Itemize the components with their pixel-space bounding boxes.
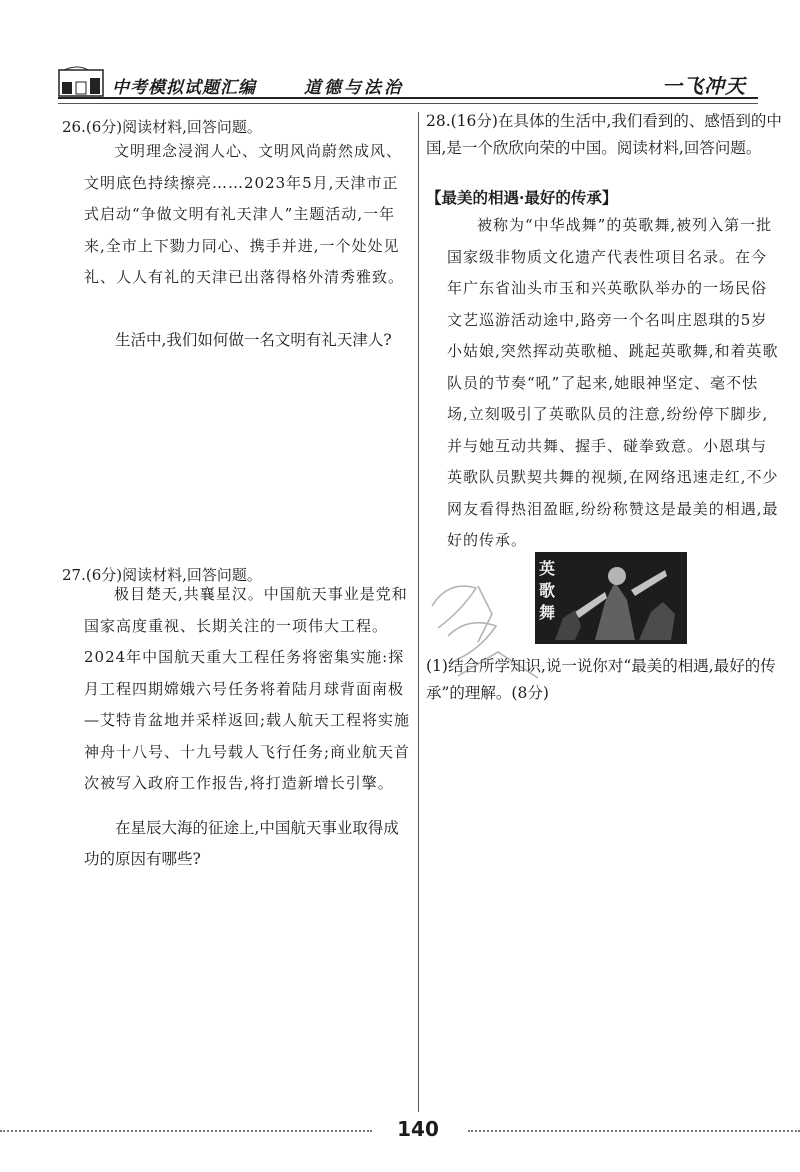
footer-rule-left — [0, 1130, 372, 1132]
header-brand: 一飞冲天 — [662, 74, 746, 98]
q26-material — [84, 136, 411, 294]
q26-question — [84, 325, 411, 356]
q27-question-text: 在星辰大海的征途上,中国航天事业取得成功的原因有哪些? — [84, 819, 399, 868]
q27-material-text: 极目楚天,共襄星汉。中国航天事业是党和国家高度重视、长期关注的一项伟大工程。2024年中国航天重大工程任务将密集实施:探月工程四期嫦娥六号任务将着陆月球背面南极—艾特肯盆地并采样返回;载人航天工程将实施神舟十八号、十九号载人飞行任务;商业航天首次被写入政府工作报告,将打造新增长引擎。 — [84, 585, 411, 792]
header-rule — [58, 97, 758, 104]
q26-heading: 26.(6分)阅读材料,回答问题。 — [62, 118, 262, 136]
book-logo-icon — [58, 66, 104, 98]
header-series-title: 中考模拟试题汇编 — [112, 78, 256, 98]
q28-section-title: 【最美的相遇·最好的传承】 — [426, 188, 618, 207]
photo-caption: 英歌舞 — [539, 559, 556, 622]
q27-heading: 27.(6分)阅读材料,回答问题。 — [62, 566, 262, 584]
q28-material — [447, 210, 779, 557]
q28-subquestion-1: (1)结合所学知识,说一说你对“最美的相遇,最好的传承”的理解。(8分) — [426, 657, 776, 702]
q28-heading: 28.(16分)在具体的生活中,我们看到的、感悟到的中国,是一个欣欣向荣的中国。阅读材料,回答问题。 — [426, 112, 782, 157]
footer-rule-right — [468, 1130, 800, 1132]
q27-question — [84, 813, 411, 875]
header-subject: 道德与法治 — [304, 78, 404, 98]
watermark-stamp — [418, 566, 558, 716]
q26-question-text: 生活中,我们如何做一名文明有礼天津人? — [115, 331, 392, 349]
q28-material-text: 被称为“中华战舞”的英歌舞,被列入第一批国家级非物质文化遗产代表性项目名录。在今年广东省汕头市玉和兴英歌队举办的一场民俗文艺巡游活动途中,路旁一个名叫庄恩琪的5岁小姑娘,突然挥动英歌槌、跳起英歌舞,和着英歌队员的节奏“吼”了起来,她眼神坚定、毫不怯场,立刻吸引了英歌队员的注意,纷纷停下脚步,并与她互动共舞、握手、碰拳致意。小恩琪与英歌队员默契共舞的视频,在网络迅速走红,不少网友看得热泪盈眶,纷纷称赞这是最美的相遇,最好的传承。 — [447, 216, 779, 549]
page-number: 140 — [397, 1117, 439, 1141]
q26-material-text: 文明理念浸润人心、文明风尚蔚然成风、文明底色持续擦亮……2023年5月,天津市正式启动“争做文明有礼天津人”主题活动,一年来,全市上下勠力同心、携手并进,一个处处见礼、人人有礼的天津已出落得格外清秀雅致。 — [84, 142, 405, 286]
q27-material — [84, 579, 411, 800]
